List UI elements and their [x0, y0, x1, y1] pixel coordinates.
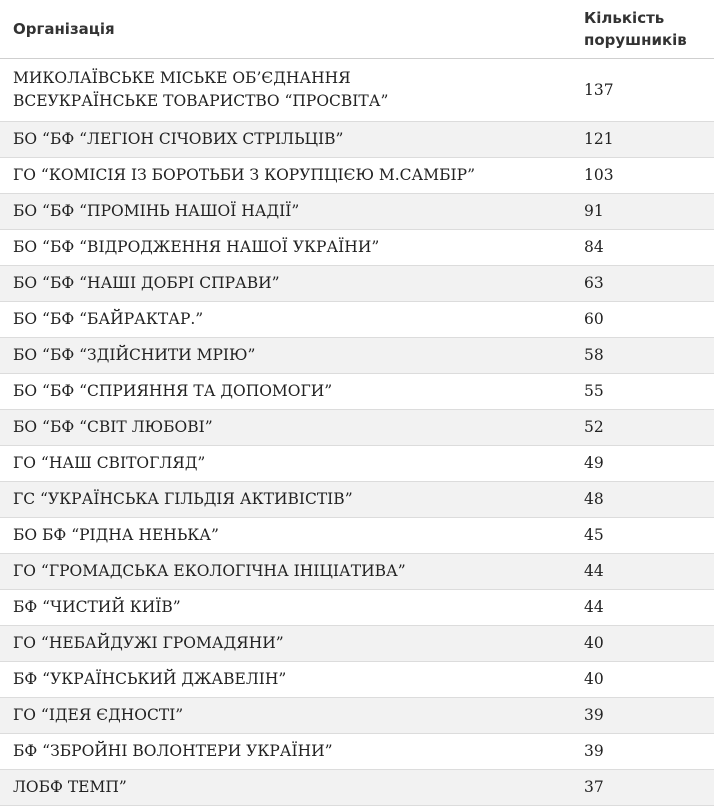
count-cell: 103 — [573, 158, 714, 194]
count-cell: 48 — [573, 482, 714, 518]
count-cell: 40 — [573, 662, 714, 698]
table-row — [0, 158, 714, 194]
table-row — [0, 626, 714, 662]
organization-cell: БО “БФ “ПРОМІНЬ НАШОЇ НАДІЇ” — [0, 194, 573, 230]
count-cell: 121 — [573, 122, 714, 158]
table-header — [0, 0, 714, 59]
count-cell: 49 — [573, 446, 714, 482]
organization-cell: ГО “ГРОМАДСЬКА ЕКОЛОГІЧНА ІНІЦІАТИВА” — [0, 554, 573, 590]
organization-cell: БО “БФ “СВІТ ЛЮБОВІ” — [0, 410, 573, 446]
organization-cell: ГО “ІДЕЯ ЄДНОСТІ” — [0, 698, 573, 734]
organization-cell: ЛОБФ ТЕМП” — [0, 770, 573, 806]
count-cell: 44 — [573, 590, 714, 626]
table-row — [0, 122, 714, 158]
organization-cell: БФ “УКРАЇНСЬКИЙ ДЖАВЕЛІН” — [0, 662, 573, 698]
table-row — [0, 410, 714, 446]
table-row — [0, 59, 714, 122]
table-row — [0, 338, 714, 374]
count-cell: 52 — [573, 410, 714, 446]
count-cell: 39 — [573, 734, 714, 770]
count-cell: 63 — [573, 266, 714, 302]
table-row — [0, 374, 714, 410]
organization-cell: БО “БФ “НАШІ ДОБРІ СПРАВИ” — [0, 266, 573, 302]
organization-cell: БО “БФ “ЛЕГІОН СІЧОВИХ СТРІЛЬЦІВ” — [0, 122, 573, 158]
organization-cell: ГО “НЕБАЙДУЖІ ГРОМАДЯНИ” — [0, 626, 573, 662]
count-cell: 40 — [573, 626, 714, 662]
table-row — [0, 770, 714, 806]
table-row — [0, 482, 714, 518]
organization-cell: БО “БФ “СПРИЯННЯ ТА ДОПОМОГИ” — [0, 374, 573, 410]
organization-cell: ГО “НАШ СВІТОГЛЯД” — [0, 446, 573, 482]
table-body — [0, 59, 714, 806]
header-row — [0, 0, 714, 59]
count-cell: 137 — [573, 59, 714, 122]
organization-cell: БО “БФ “ЗДІЙСНИТИ МРІЮ” — [0, 338, 573, 374]
organization-cell: ГО “КОМІСІЯ ІЗ БОРОТЬБИ З КОРУПЦІЄЮ М.САМБІР” — [0, 158, 573, 194]
count-cell: 39 — [573, 698, 714, 734]
count-cell: 84 — [573, 230, 714, 266]
organization-cell: БФ “ЧИСТИЙ КИЇВ” — [0, 590, 573, 626]
organization-cell: МИКОЛАЇВСЬКЕ МІСЬКЕ ОБ’ЄДНАННЯ ВСЕУКРАЇНСЬКЕ ТОВАРИСТВО “ПРОСВІТА” — [0, 59, 573, 122]
organization-cell: БФ “ЗБРОЙНІ ВОЛОНТЕРИ УКРАЇНИ” — [0, 734, 573, 770]
count-cell: 91 — [573, 194, 714, 230]
table-row — [0, 446, 714, 482]
organization-cell: БО БФ “РІДНА НЕНЬКА” — [0, 518, 573, 554]
table-row — [0, 518, 714, 554]
table-row — [0, 194, 714, 230]
table-row — [0, 554, 714, 590]
table-row — [0, 230, 714, 266]
table-row — [0, 734, 714, 770]
organization-cell: БО “БФ “БАЙРАКТАР.” — [0, 302, 573, 338]
header-organization: Організація — [0, 0, 573, 59]
count-cell: 58 — [573, 338, 714, 374]
count-cell: 44 — [573, 554, 714, 590]
count-cell: 45 — [573, 518, 714, 554]
count-cell: 37 — [573, 770, 714, 806]
table-row — [0, 590, 714, 626]
organization-cell: БО “БФ “ВІДРОДЖЕННЯ НАШОЇ УКРАЇНИ” — [0, 230, 573, 266]
count-cell: 60 — [573, 302, 714, 338]
table-row — [0, 662, 714, 698]
table-row — [0, 302, 714, 338]
count-cell: 55 — [573, 374, 714, 410]
table-row — [0, 266, 714, 302]
table-row — [0, 698, 714, 734]
organization-cell: ГС “УКРАЇНСЬКА ГІЛЬДІЯ АКТИВІСТІВ” — [0, 482, 573, 518]
header-violators-count: Кількість порушників — [573, 0, 714, 59]
